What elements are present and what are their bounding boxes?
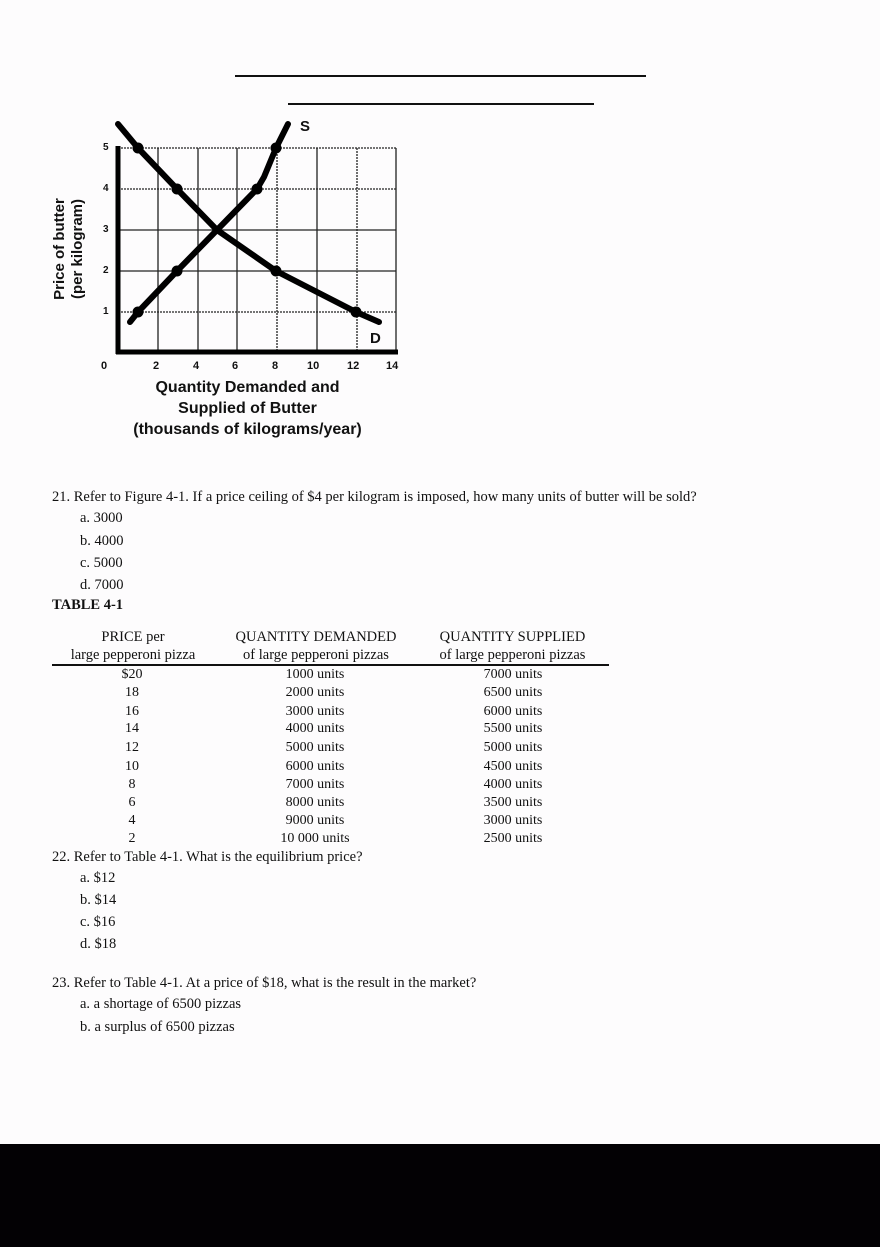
q21-option-c[interactable]: c. 5000 xyxy=(80,555,123,571)
table-title: TABLE 4-1 xyxy=(52,597,124,613)
cell-demanded: 9000 units xyxy=(285,813,345,828)
cell-supplied: 4500 units xyxy=(483,759,543,774)
y-tick-3: 3 xyxy=(103,224,109,235)
cell-demanded: 10 000 units xyxy=(280,831,350,846)
cell-price: 4 xyxy=(128,813,136,828)
origin-label: 0 xyxy=(101,360,108,372)
cell-price: 12 xyxy=(125,740,139,755)
x-tick-14: 14 xyxy=(386,360,399,372)
x-tick-12: 12 xyxy=(347,360,360,372)
cell-supplied: 6500 units xyxy=(483,685,543,700)
q21-option-b[interactable]: b. 4000 xyxy=(80,533,124,549)
cell-supplied: 5500 units xyxy=(483,721,543,736)
question-23: 23. Refer to Table 4-1. At a price of $18, what is the result in the market? xyxy=(52,975,477,991)
q23-option-b[interactable]: b. a surplus of 6500 pizzas xyxy=(80,1019,235,1035)
cell-supplied: 7000 units xyxy=(483,667,543,682)
cell-price: 14 xyxy=(125,721,139,736)
question-21: 21. Refer to Figure 4-1. If a price ceiling of $4 per kilogram is imposed, how many units of butter will be sold? xyxy=(52,489,697,505)
cell-supplied: 4000 units xyxy=(483,777,543,792)
cell-demanded: 5000 units xyxy=(285,740,345,755)
cell-supplied: 3000 units xyxy=(483,813,543,828)
question-22: 22. Refer to Table 4-1. What is the equilibrium price? xyxy=(52,849,363,865)
y-axis-label-line1: Price of butter xyxy=(51,198,68,300)
q21-option-d[interactable]: d. 7000 xyxy=(80,577,124,593)
y-axis-label-line2: (per kilogram) xyxy=(69,198,86,300)
cell-price: $20 xyxy=(121,667,143,682)
cell-supplied: 5000 units xyxy=(483,740,543,755)
cell-price: 8 xyxy=(128,777,136,792)
header-price-line1: PRICE per xyxy=(101,629,165,645)
header-demanded-line2: of large pepperoni pizzas xyxy=(243,647,389,663)
header-demanded-line1: QUANTITY DEMANDED xyxy=(235,629,397,645)
y-axis-label xyxy=(51,169,87,329)
y-tick-2: 2 xyxy=(103,265,109,276)
q22-option-c[interactable]: c. $16 xyxy=(80,914,116,930)
cell-demanded: 1000 units xyxy=(285,667,345,682)
x-axis-label-line3: (thousands of kilograms/year) xyxy=(133,421,362,438)
header-price-line2: large pepperoni pizza xyxy=(70,647,196,663)
supply-label: S xyxy=(300,118,311,135)
x-tick-4: 4 xyxy=(193,360,200,372)
chart-grid xyxy=(118,148,396,352)
q22-option-b[interactable]: b. $14 xyxy=(80,892,117,908)
x-tick-10: 10 xyxy=(307,360,320,372)
cell-demanded: 2000 units xyxy=(285,685,345,700)
cell-price: 2 xyxy=(128,831,136,846)
y-tick-1: 1 xyxy=(103,306,109,317)
cell-supplied: 6000 units xyxy=(483,704,543,719)
cell-demanded: 6000 units xyxy=(285,759,345,774)
cell-supplied: 3500 units xyxy=(483,795,543,810)
q22-option-a[interactable]: a. $12 xyxy=(80,870,116,886)
cell-demanded: 3000 units xyxy=(285,704,345,719)
cell-price: 10 xyxy=(125,759,139,774)
x-axis-label-line2: Supplied of Butter xyxy=(178,400,317,417)
x-tick-2: 2 xyxy=(153,360,160,372)
cell-supplied: 2500 units xyxy=(483,831,543,846)
cell-price: 18 xyxy=(125,685,139,700)
cell-demanded: 7000 units xyxy=(285,777,345,792)
x-tick-6: 6 xyxy=(232,360,239,372)
q23-option-a[interactable]: a. a shortage of 6500 pizzas xyxy=(80,996,242,1012)
cell-demanded: 8000 units xyxy=(285,795,345,810)
cell-price: 6 xyxy=(128,795,136,810)
header-demanded xyxy=(222,628,410,664)
cell-price: 16 xyxy=(125,704,139,719)
header-price xyxy=(52,628,214,664)
bottom-black-bar xyxy=(0,1144,880,1247)
header-supplied-line1: QUANTITY SUPPLIED xyxy=(439,629,586,645)
q22-option-d[interactable]: d. $18 xyxy=(80,936,117,952)
cell-demanded: 4000 units xyxy=(285,721,345,736)
y-tick-5: 5 xyxy=(103,142,109,153)
y-tick-4: 4 xyxy=(103,183,109,194)
x-axis-label xyxy=(110,377,385,440)
demand-label: D xyxy=(370,330,381,347)
header-supplied xyxy=(420,628,605,664)
q21-option-a[interactable]: a. 3000 xyxy=(80,510,123,526)
x-tick-8: 8 xyxy=(272,360,279,372)
header-supplied-line2: of large pepperoni pizzas xyxy=(439,647,586,663)
x-axis-label-line1: Quantity Demanded and xyxy=(155,379,340,396)
